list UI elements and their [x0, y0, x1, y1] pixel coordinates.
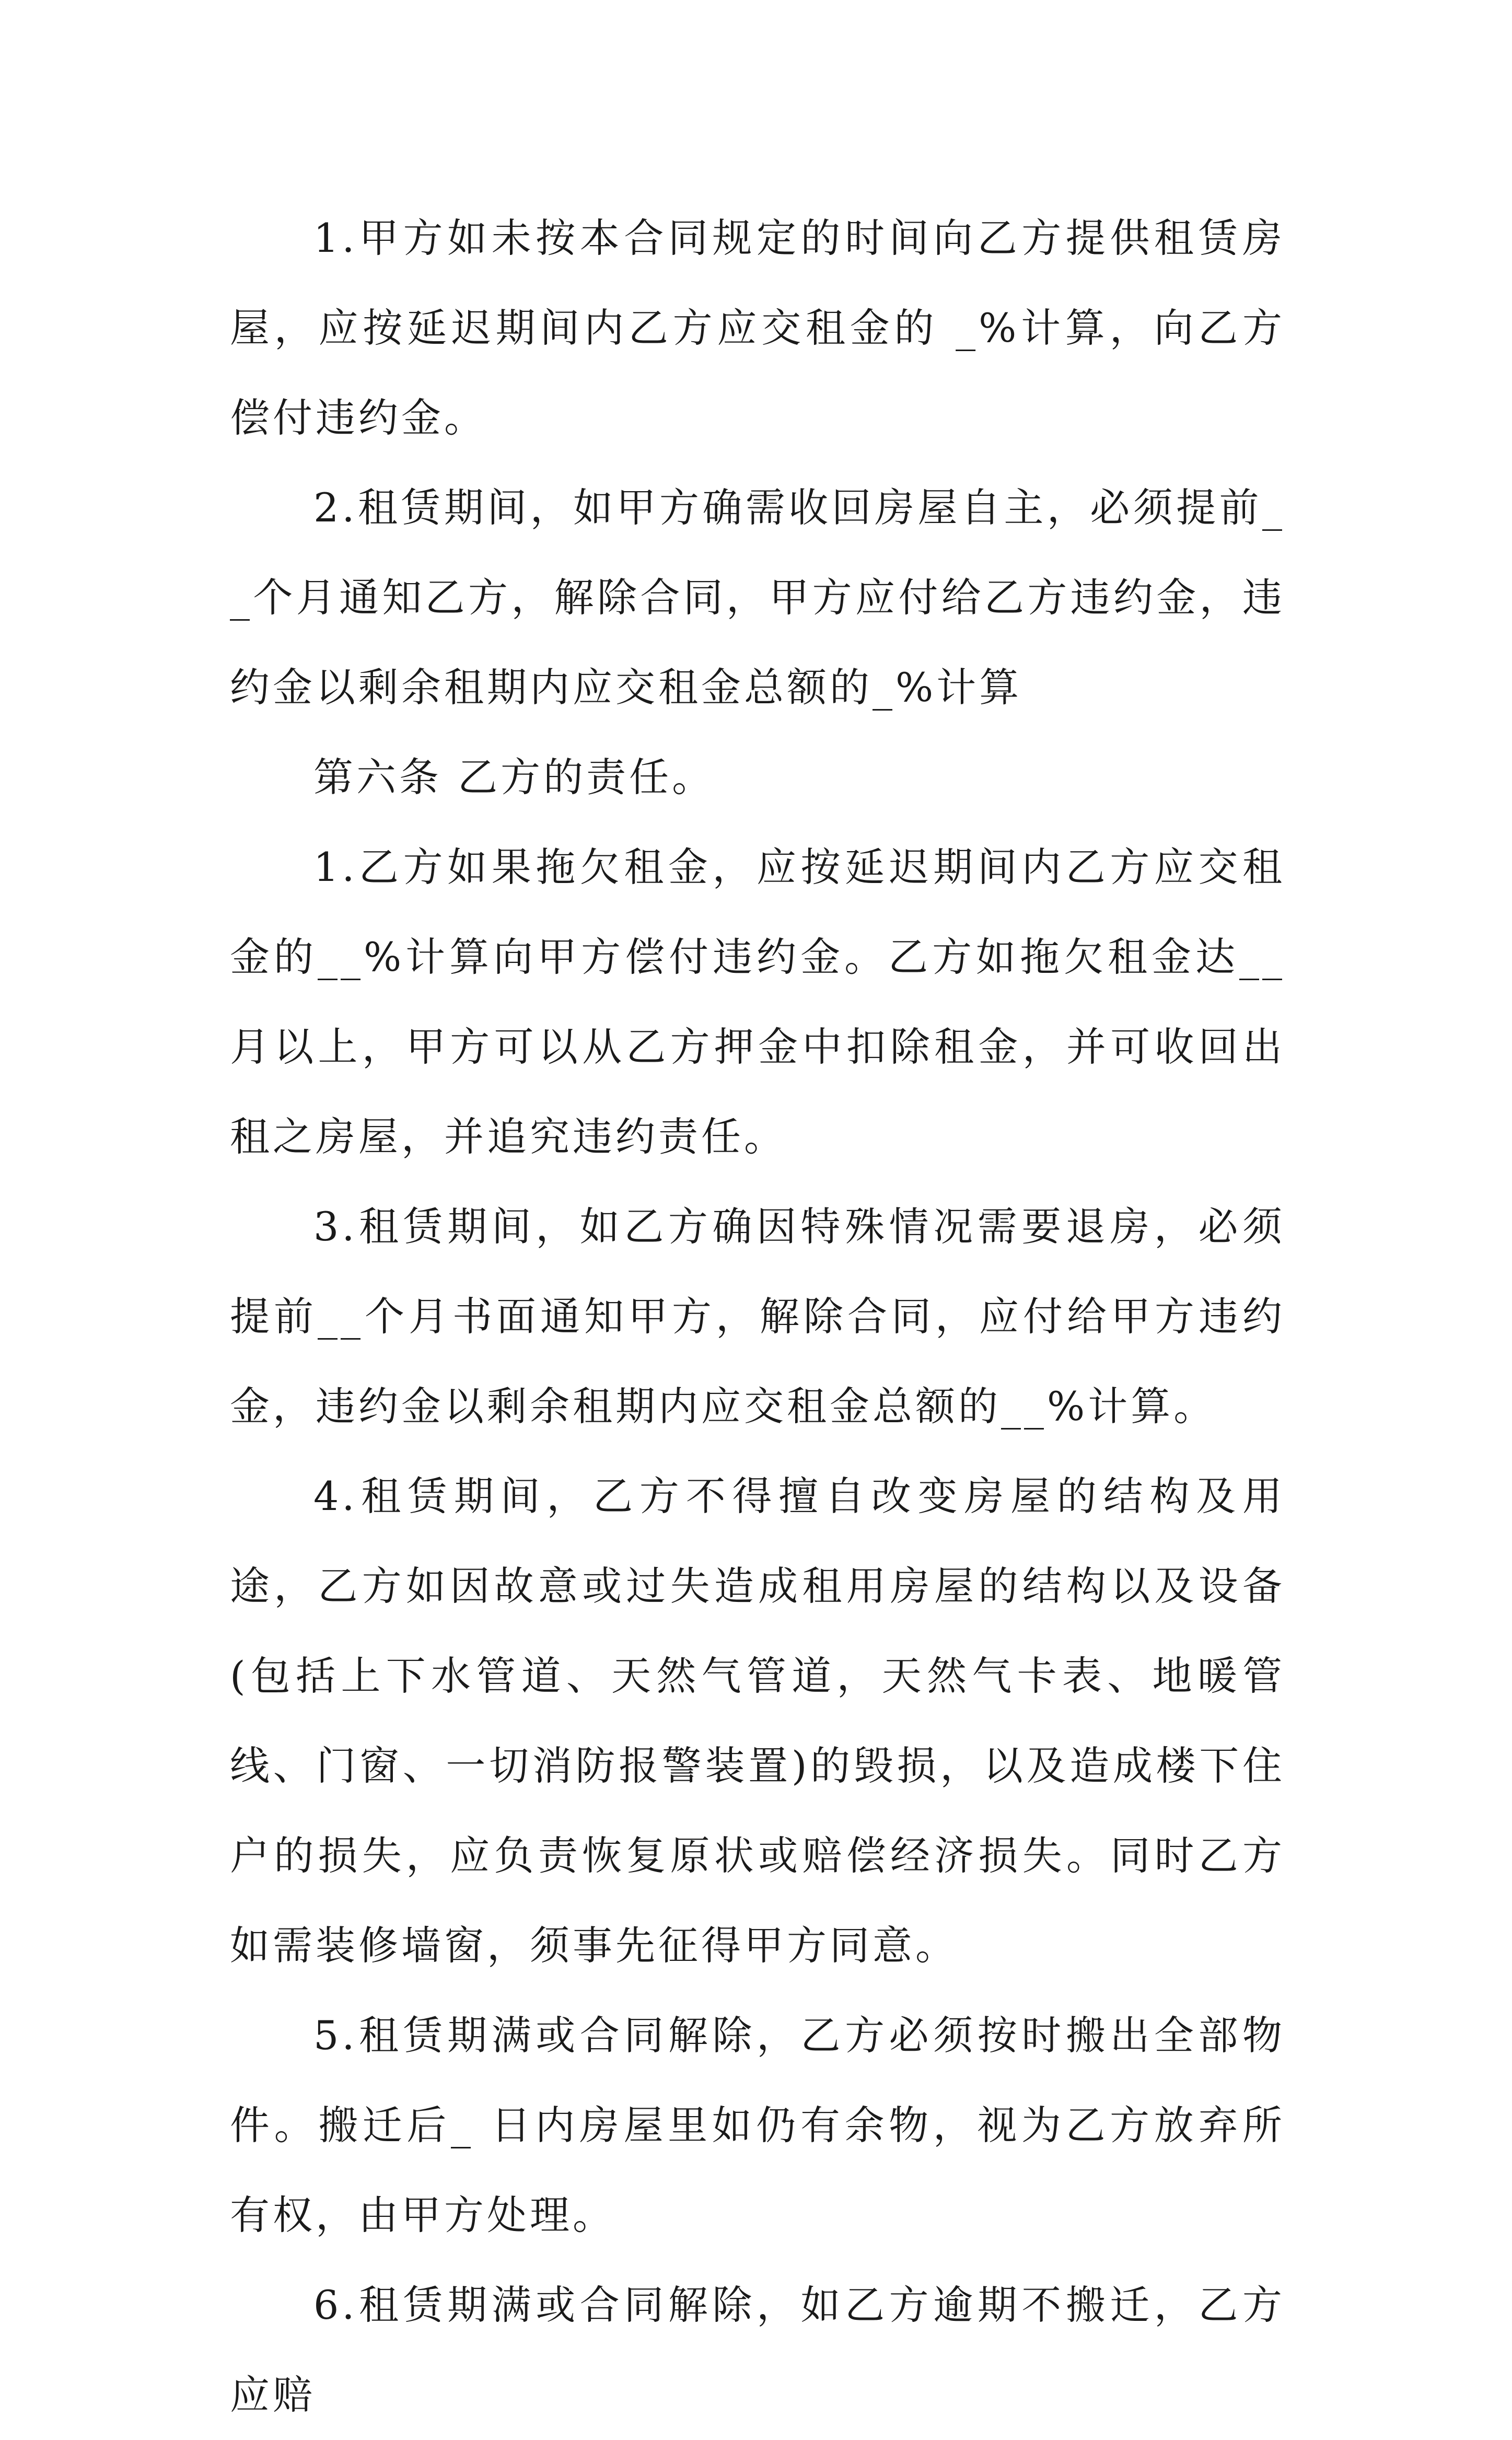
paragraph-lessee-early-termination: 3.租赁期间，如乙方确因特殊情况需要退房，必须提前__个月书面通知甲方，解除合同，应付给甲方违约金，违约金以剩余租期内应交租金总额的__%计算。	[230, 1203, 1285, 1430]
paragraph-lessee-move-out: 5.租赁期满或合同解除，乙方必须按时搬出全部物件。搬迁后_ 日内房屋里如仍有余物，视为乙方放弃所有权，由甲方处理。	[230, 2012, 1285, 2238]
section-heading-lessee-responsibility: 第六条 乙方的责任。	[313, 754, 715, 800]
document-page	[230, 193, 1285, 2440]
paragraph-lessee-overstay: 6.租赁期满或合同解除，如乙方逾期不搬迁，乙方应赔	[230, 2282, 1285, 2418]
paragraph-lessee-rent-arrears: 1.乙方如果拖欠租金，应按延迟期间内乙方应交租金的__%计算向甲方偿付违约金。乙方如拖欠租金达__月以上，甲方可以从乙方押金中扣除租金，并可收回出租之房屋，并追究违约责任。	[230, 844, 1285, 1160]
paragraph-lessor-late-delivery: 1.甲方如未按本合同规定的时间向乙方提供租赁房屋，应按延迟期间内乙方应交租金的 _%计算，向乙方偿付违约金。	[230, 215, 1285, 441]
paragraph-lessee-structure-damage: 4.租赁期间，乙方不得擅自改变房屋的结构及用途，乙方如因故意或过失造成租用房屋的结构以及设备(包括上下水管道、天然气管道，天然气卡表、地暖管线、门窗、一切消防报警装置)的毁损，以及造成楼下住户的损失，应负责恢复原状或赔偿经济损失。同时乙方如需装修墙窗，须事先征得甲方同意。	[230, 1473, 1285, 1969]
paragraph-lessor-early-recovery: 2.租赁期间，如甲方确需收回房屋自主，必须提前__个月通知乙方，解除合同，甲方应付给乙方违约金，违约金以剩余租期内应交租金总额的_%计算	[230, 484, 1285, 711]
